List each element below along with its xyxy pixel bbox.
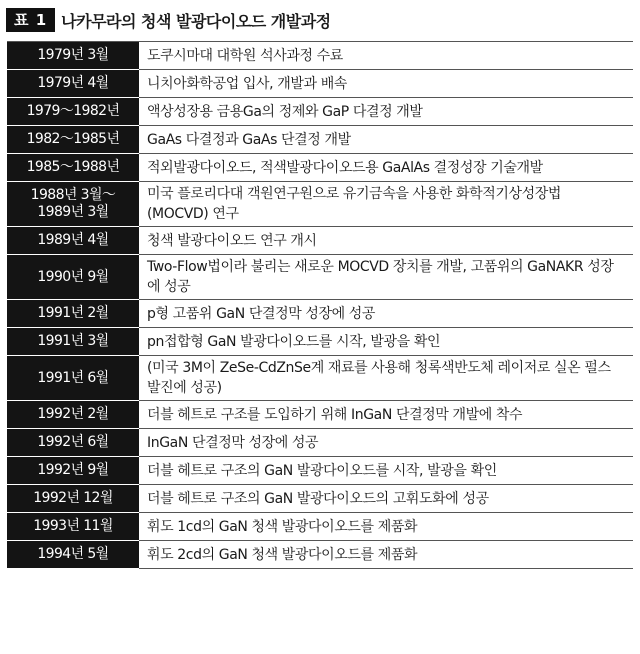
row-date: 1994년 5월 — [7, 541, 139, 569]
row-event: (미국 3M이 ZeSe-CdZnSe계 재료를 사용해 청록색반도체 레이저로 실온 펄스 발진에 성공) — [147, 360, 611, 396]
row-date: 1991년 3월 — [7, 328, 139, 356]
table-row — [7, 457, 633, 485]
row-date: 1992년 12월 — [7, 485, 139, 513]
table-row — [7, 182, 633, 227]
table-row — [7, 227, 633, 255]
table-title: 나카무라의 청색 발광다이오드 개발과정 — [61, 11, 331, 31]
row-date: 1985～1988년 — [7, 154, 139, 182]
table-row — [7, 98, 633, 126]
table-row — [7, 356, 633, 401]
row-date: 1988년 3월～ 1989년 3월 — [7, 182, 139, 227]
row-event: 휘도 2cd의 GaN 청색 발광다이오드를 제품화 — [147, 546, 418, 563]
row-event: 더블 헤트로 구조의 GaN 발광다이오드의 고휘도화에 성공 — [147, 490, 489, 507]
row-event: 청색 발광다이오드 연구 개시 — [147, 232, 317, 249]
row-event: 니치아화학공업 입사, 개발과 배속 — [147, 75, 347, 92]
table-row — [7, 255, 633, 300]
row-date: 1991년 2월 — [7, 300, 139, 328]
row-date: 1992년 6월 — [7, 429, 139, 457]
row-date: 1992년 2월 — [7, 401, 139, 429]
row-date: 1992년 9월 — [7, 457, 139, 485]
row-date: 1993년 11월 — [7, 513, 139, 541]
row-event: 더블 헤트로 구조를 도입하기 위해 InGaN 단결정막 개발에 착수 — [147, 406, 523, 423]
row-event: InGaN 단결정막 성장에 성공 — [147, 434, 319, 451]
row-event: GaAs 다결정과 GaAs 단결정 개발 — [147, 131, 351, 148]
row-date: 1979년 3월 — [7, 42, 139, 70]
table-row — [7, 429, 633, 457]
row-event: 미국 플로리다대 객원연구원으로 유기금속을 사용한 화학적기상성장법 (MOCVD) 연구 — [147, 186, 561, 222]
table-row — [7, 485, 633, 513]
row-date: 1990년 9월 — [7, 255, 139, 300]
figure-header — [6, 7, 331, 33]
table-row — [7, 126, 633, 154]
table-row — [7, 70, 633, 98]
timeline-table — [7, 41, 633, 569]
row-event: pn접합형 GaN 발광다이오드를 시작, 발광을 확인 — [147, 333, 441, 350]
row-date: 1991년 6월 — [7, 356, 139, 401]
table-row — [7, 401, 633, 429]
table-row — [7, 541, 633, 569]
row-event: 액상성장용 금용Ga의 정제와 GaP 다결정 개발 — [147, 103, 423, 120]
row-event: 휘도 1cd의 GaN 청색 발광다이오드를 제품화 — [147, 518, 418, 535]
row-date: 1982～1985년 — [7, 126, 139, 154]
row-date: 1989년 4월 — [7, 227, 139, 255]
table-row — [7, 513, 633, 541]
row-event: p형 고품위 GaN 단결정막 성장에 성공 — [147, 305, 376, 322]
table-row — [7, 328, 633, 356]
row-event: 더블 헤트로 구조의 GaN 발광다이오드를 시작, 발광을 확인 — [147, 462, 497, 479]
row-event: Two-Flow법이라 불리는 새로운 MOCVD 장치를 개발, 고품위의 GaNAKR 성장에 성공 — [147, 259, 614, 295]
row-event: 도쿠시마대 대학원 석사과정 수료 — [147, 47, 343, 64]
row-date: 1979년 4월 — [7, 70, 139, 98]
table-row — [7, 154, 633, 182]
table-row — [7, 300, 633, 328]
table-number-tag: 표 1 — [6, 8, 55, 32]
table-row — [7, 42, 633, 70]
row-date: 1979～1982년 — [7, 98, 139, 126]
row-event: 적외발광다이오드, 적색발광다이오드용 GaAlAs 결정성장 기술개발 — [147, 159, 543, 176]
